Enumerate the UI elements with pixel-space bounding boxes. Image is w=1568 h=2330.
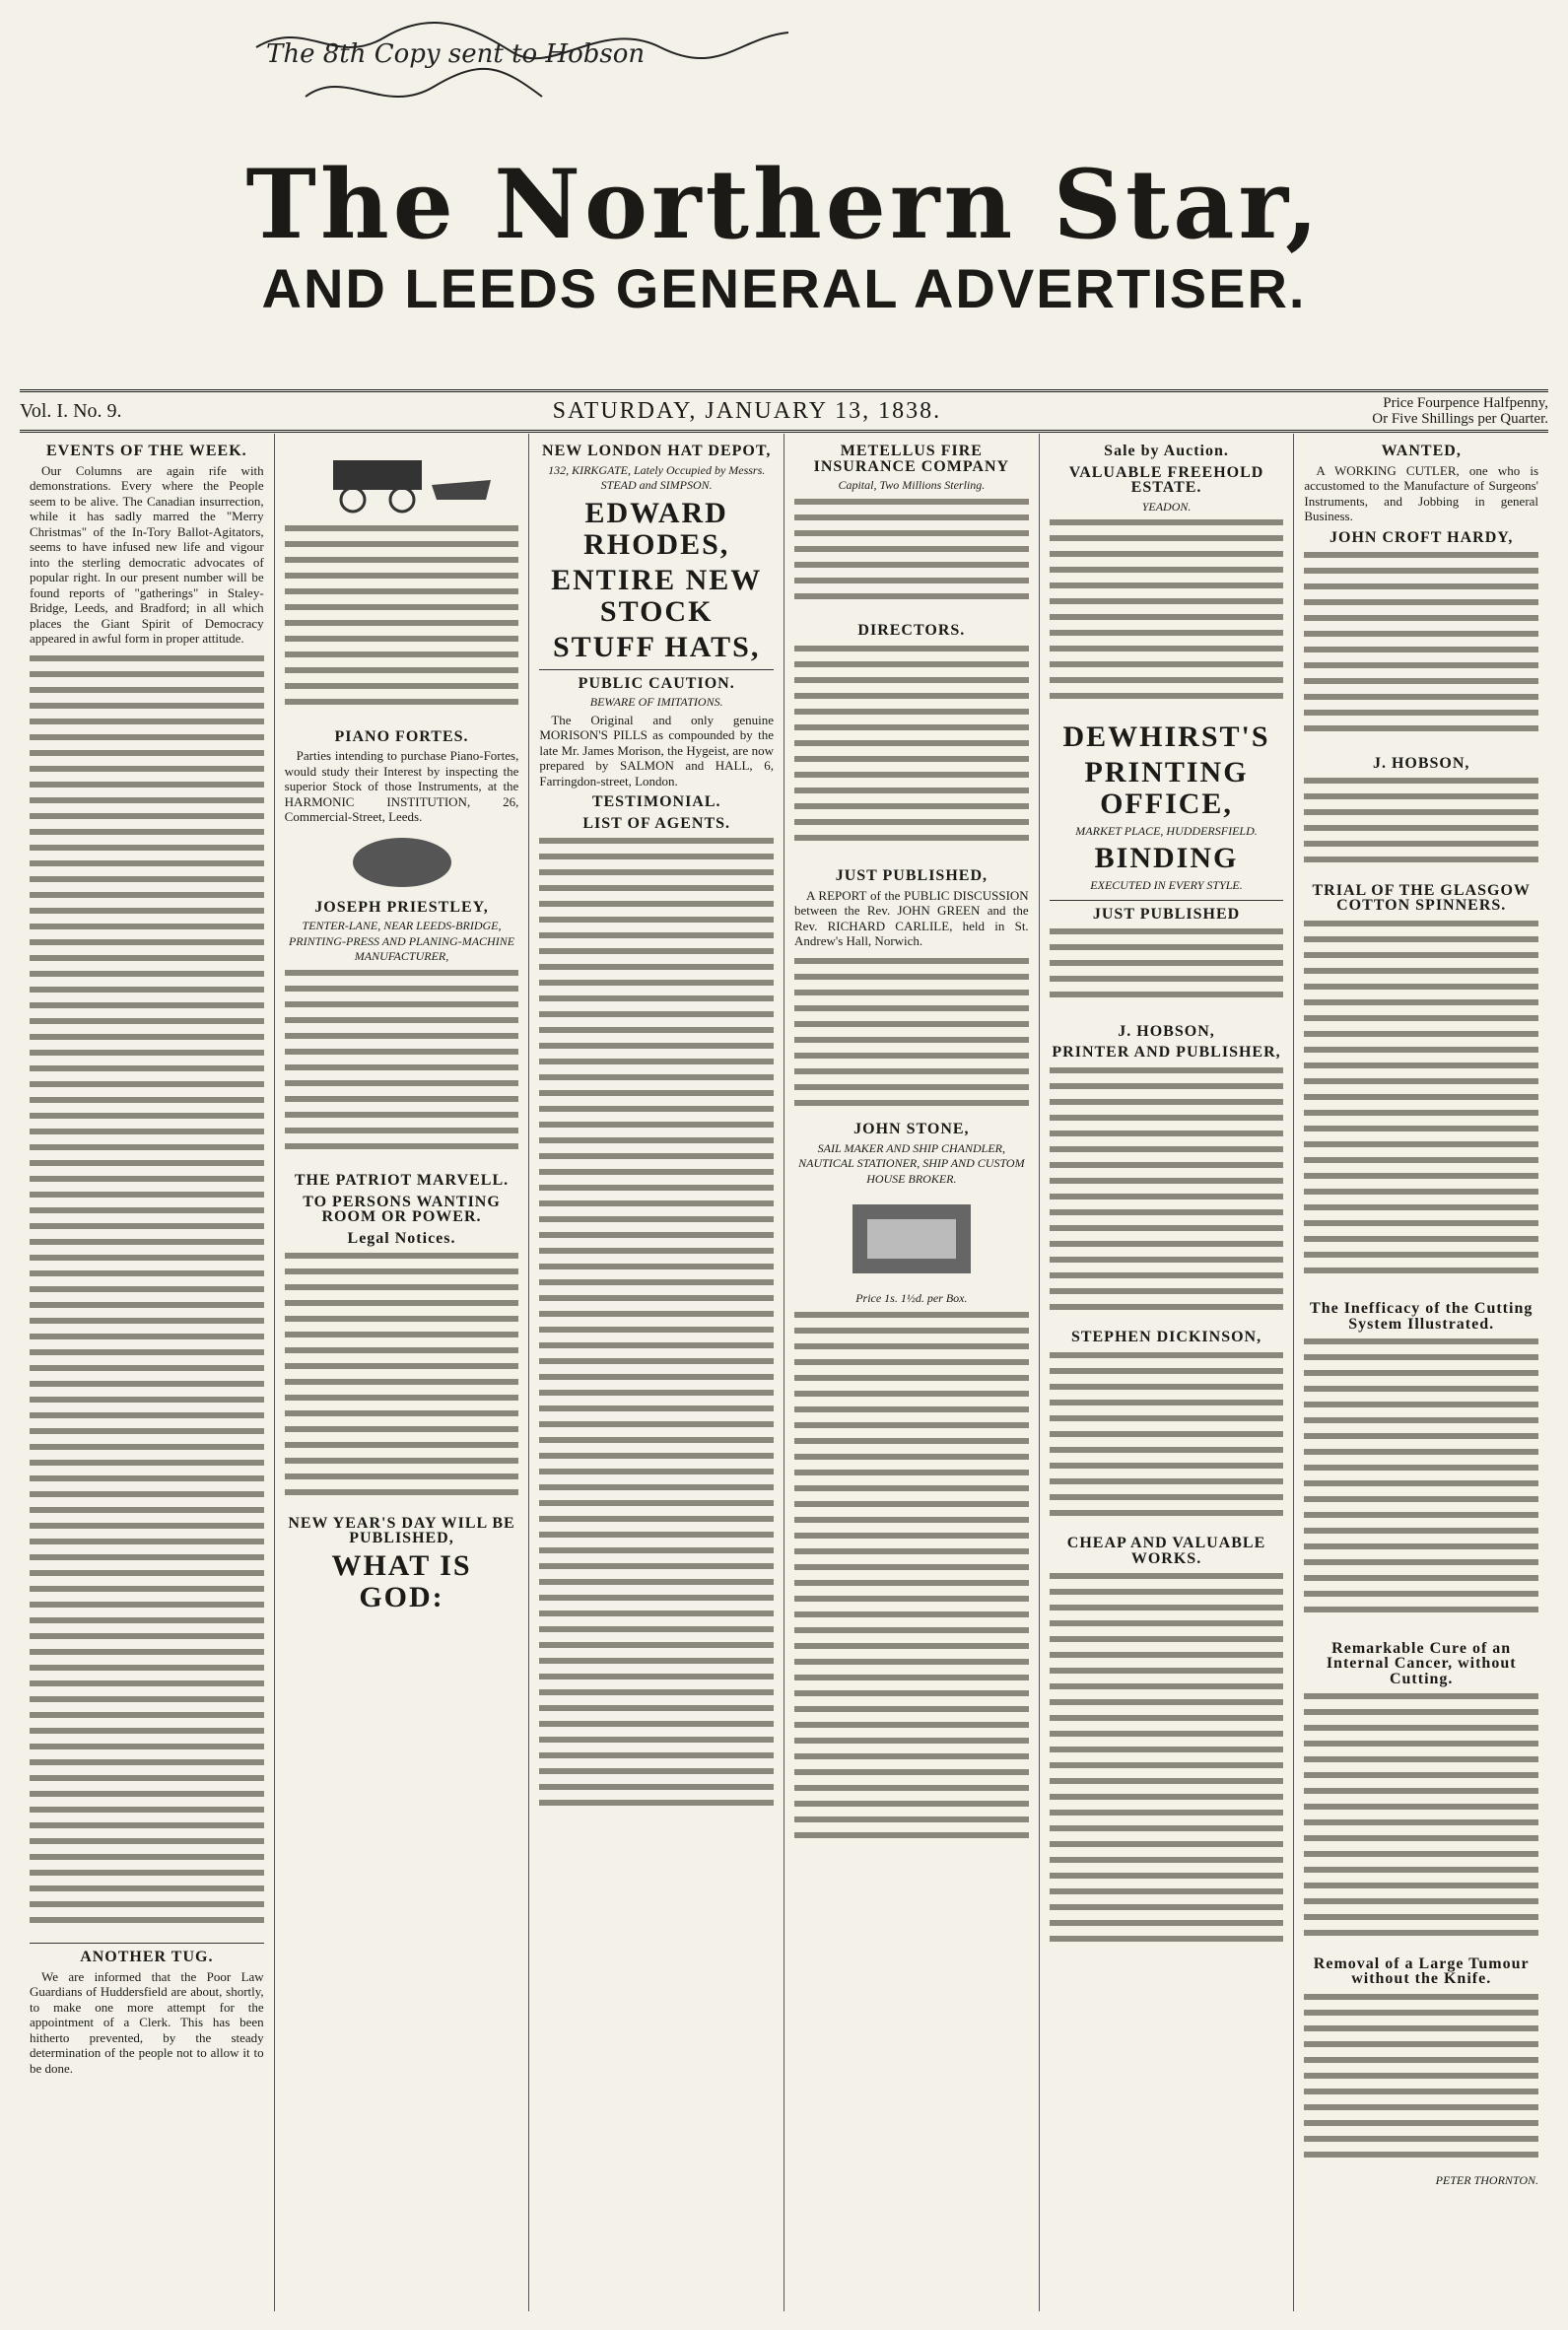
article-body bbox=[1304, 1690, 1538, 1951]
column-subheading: YEADON. bbox=[1141, 499, 1192, 514]
article-body bbox=[285, 1250, 519, 1510]
text-lines bbox=[1304, 1336, 1538, 1631]
column-subheading: MARKET PLACE, HUDDERSFIELD. bbox=[1075, 823, 1258, 838]
column-subheading: TENTER-LANE, NEAR LEEDS-BRIDGE, PRINTING-PRESS AND PLANING-MACHINE MANUFACTURER, bbox=[288, 919, 515, 963]
column-heading: THE PATRIOT MARVELL. bbox=[294, 1172, 510, 1189]
column-heading: METELLUS FIRE INSURANCE COMPANY bbox=[813, 443, 1010, 475]
article-body bbox=[1050, 1570, 1284, 1968]
text-lines bbox=[1304, 775, 1538, 873]
signature: PETER THORNTON. bbox=[1435, 2173, 1539, 2187]
text-lines bbox=[794, 496, 1029, 614]
column-heading: CHEAP AND VALUABLE WORKS. bbox=[1066, 1535, 1266, 1567]
stagecoach-engraving bbox=[304, 445, 501, 514]
column-bighead: EDWARD RHODES, bbox=[583, 496, 730, 561]
column-5 bbox=[1040, 434, 1295, 2311]
column-bighead: DEWHIRST'S bbox=[1062, 720, 1270, 753]
column-4 bbox=[784, 434, 1040, 2311]
article-body bbox=[285, 522, 519, 723]
article-body bbox=[539, 835, 774, 1824]
text-lines bbox=[285, 967, 519, 1164]
price bbox=[1372, 395, 1548, 427]
column-heading: JOSEPH PRIESTLEY, bbox=[314, 898, 489, 916]
article-text: A WORKING CUTLER, one who is accustomed to the Manufacture of Surgeons' Instruments, and Jobbing in general Business. bbox=[1304, 462, 1539, 523]
text-lines bbox=[1050, 1349, 1284, 1527]
handwritten-text: The 8th Copy sent to Hobson bbox=[266, 39, 646, 69]
newspaper-title: The Northern Star, bbox=[245, 149, 1323, 260]
column-heading: JUST PUBLISHED, bbox=[835, 867, 988, 884]
column-subheading: EXECUTED IN EVERY STYLE. bbox=[1090, 878, 1243, 892]
text-lines bbox=[1050, 1570, 1284, 1964]
text-lines bbox=[285, 522, 519, 720]
column-heading: NEW LONDON HAT DEPOT, bbox=[542, 443, 772, 459]
article-text: A REPORT of the PUBLIC DISCUSSION between the Rev. JOHN GREEN and the Rev. RICHARD CARLILE, held in St. Andrew's Hall, Norwich. bbox=[794, 887, 1029, 948]
column-heading: TO PERSONS WANTING ROOM OR POWER. bbox=[303, 1193, 501, 1225]
article-text: We are informed that the Poor Law Guardians of Huddersfield are about, shortly, to make one more attempt for the appointment of a Clerk. This has been hitherto prevented, by the steady determination of the people not to allow it to be done. bbox=[30, 1968, 264, 2076]
text-lines bbox=[1050, 1064, 1284, 1321]
column-bighead: BINDING bbox=[1094, 842, 1239, 874]
price-line-1: Price Fourpence Halfpenny, bbox=[1383, 395, 1548, 411]
pill-box-engraving bbox=[833, 1195, 990, 1283]
article-body bbox=[1304, 918, 1538, 1296]
newspaper-columns bbox=[20, 434, 1548, 2311]
article-body bbox=[30, 652, 264, 1938]
column-heading: JUST PUBLISHED bbox=[1092, 905, 1241, 923]
column-subheading: Capital, Two Millions Sterling. bbox=[838, 478, 986, 492]
article-body bbox=[1050, 1349, 1284, 1531]
column-heading: LIST OF AGENTS. bbox=[582, 814, 731, 832]
text-lines bbox=[1304, 918, 1538, 1292]
column-1 bbox=[20, 434, 275, 2311]
column-heading: TESTIMONIAL. bbox=[591, 793, 721, 810]
column-bighead: STUFF HATS, bbox=[552, 630, 761, 663]
dateline bbox=[20, 389, 1548, 433]
column-6 bbox=[1294, 434, 1548, 2311]
article-body bbox=[285, 967, 519, 1168]
column-heading: Legal Notices. bbox=[347, 1229, 456, 1247]
column-heading: WANTED, bbox=[1381, 443, 1462, 459]
column-heading: J. HOBSON, bbox=[1372, 754, 1470, 772]
column-3 bbox=[529, 434, 784, 2311]
article-body bbox=[1304, 1991, 1538, 2172]
article-body bbox=[794, 496, 1029, 618]
article-text: The Original and only genuine MORISON'S PILLS as compounded by the late Mr. James Morison, the Hygeist, are now prepared by SALMON and HALL, 6, Farringdon-street, London. bbox=[539, 712, 775, 788]
issue-date: SATURDAY, JANUARY 13, 1838. bbox=[552, 397, 942, 424]
column-heading: Sale by Auction. bbox=[1104, 443, 1229, 459]
text-lines bbox=[285, 1250, 519, 1506]
column-heading: VALUABLE FREEHOLD ESTATE. bbox=[1068, 463, 1264, 496]
article-body bbox=[1304, 775, 1538, 877]
column-heading: PIANO FORTES. bbox=[334, 727, 469, 745]
text-lines bbox=[1304, 1690, 1538, 1947]
column-heading: Removal of a Large Tumour without the Knife. bbox=[1313, 1954, 1530, 1987]
column-heading: Remarkable Cure of an Internal Cancer, without Cutting. bbox=[1326, 1639, 1517, 1687]
article-body bbox=[1304, 1336, 1538, 1635]
column-heading: EVENTS OF THE WEEK. bbox=[46, 443, 247, 459]
masthead bbox=[0, 118, 1568, 320]
column-heading: JOHN STONE, bbox=[853, 1121, 970, 1137]
text-lines bbox=[794, 643, 1029, 859]
column-bighead: PRINTING OFFICE, bbox=[1084, 755, 1249, 820]
column-heading: J. HOBSON, bbox=[1118, 1022, 1215, 1040]
column-heading: NEW YEAR'S DAY WILL BE PUBLISHED, bbox=[288, 1514, 515, 1546]
column-2 bbox=[275, 434, 530, 2311]
article-body bbox=[1050, 925, 1284, 1018]
article-text: Our Columns are again rife with demonstrations. Every where the People seem to be alive. The Canadian insurrection, while it has sadly marred the "Merry Christmas" of the In-Tory Ballot-Agitators, seems to have infused new life and vigour into the sterling democratic advocates of popular right. In our present number will be found reports of "gatherings" in Staley-Bridge, Leeds, and Bradford; in all which places the Giant Spirit of Democracy appeared in awful form in proper attitude. bbox=[30, 462, 264, 646]
column-heading: PRINTER AND PUBLISHER, bbox=[1052, 1044, 1281, 1061]
column-bighead: WHAT IS GOD: bbox=[331, 1548, 472, 1613]
text-lines bbox=[1050, 925, 1284, 1014]
text-lines bbox=[1304, 549, 1538, 746]
column-heading: STEPHEN DICKINSON, bbox=[1070, 1329, 1262, 1345]
text-lines bbox=[539, 835, 774, 1820]
column-heading: TRIAL OF THE GLASGOW COTTON SPINNERS. bbox=[1312, 881, 1531, 914]
column-heading: ANOTHER TUG. bbox=[80, 1949, 214, 1965]
column-heading: The Inefficacy of the Cutting System Illustrated. bbox=[1310, 1300, 1534, 1333]
volume-number: Vol. I. No. 9. bbox=[20, 399, 122, 422]
text-lines bbox=[794, 955, 1029, 1113]
text-lines bbox=[1050, 516, 1284, 714]
article-body bbox=[794, 1309, 1029, 1865]
royal-arms-engraving bbox=[343, 833, 461, 892]
article-body bbox=[1050, 1064, 1284, 1325]
price-line-2: Or Five Shillings per Quarter. bbox=[1372, 411, 1548, 427]
column-bighead: ENTIRE NEW STOCK bbox=[551, 563, 763, 628]
article-body bbox=[794, 955, 1029, 1117]
text-lines bbox=[30, 652, 264, 1934]
text-lines bbox=[794, 1309, 1029, 1861]
column-subheading: BEWARE OF IMITATIONS. bbox=[589, 695, 723, 709]
newspaper-subtitle: AND LEEDS GENERAL ADVERTISER. bbox=[261, 257, 1307, 319]
column-heading: PUBLIC CAUTION. bbox=[578, 674, 735, 692]
article-body bbox=[794, 643, 1029, 863]
column-heading: JOHN CROFT HARDY, bbox=[1329, 528, 1514, 546]
column-subheading: 132, KIRKGATE, Lately Occupied by Messrs. STEAD and SIMPSON. bbox=[548, 462, 766, 492]
column-heading: DIRECTORS. bbox=[857, 622, 966, 639]
column-subheading: Price 1s. 1½d. per Box. bbox=[855, 1291, 968, 1305]
article-body bbox=[1050, 516, 1284, 718]
column-subheading: SAIL MAKER AND SHIP CHANDLER, NAUTICAL STATIONER, SHIP AND CUSTOM HOUSE BROKER. bbox=[798, 1140, 1025, 1186]
handwritten-annotation bbox=[246, 8, 798, 126]
text-lines bbox=[1304, 1991, 1538, 2168]
article-text: Parties intending to purchase Piano-Fortes, would study their Interest by inspecting the superior Stock of those Instruments, at the HARMONIC INSTITUTION, 26, Commercial-Street, Leeds. bbox=[284, 748, 519, 824]
article-body bbox=[1304, 549, 1538, 750]
